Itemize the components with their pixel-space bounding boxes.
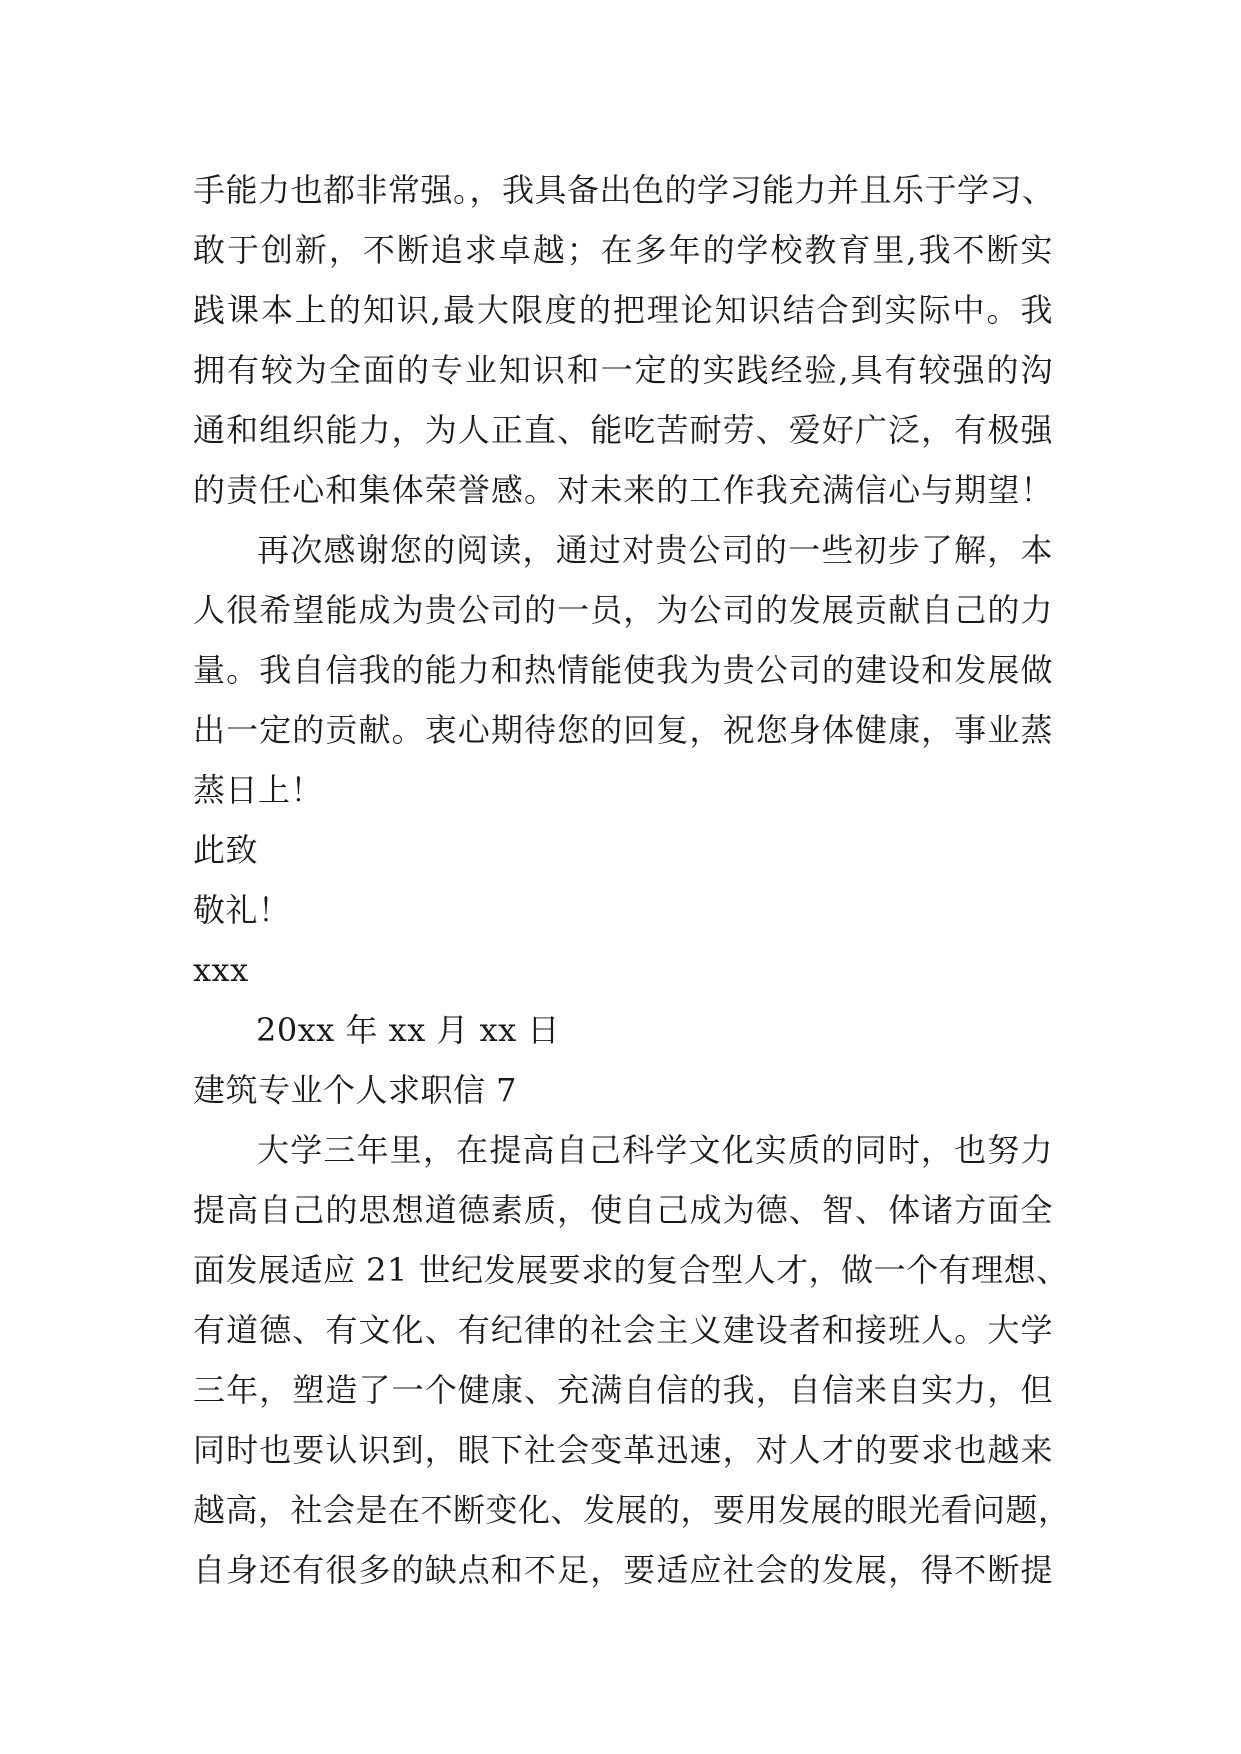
text-line: 蒸日上！ <box>193 771 324 809</box>
text-line: 出一定的贡献。衷心期待您的回复，祝您身体健康，事业蒸 <box>193 711 1053 749</box>
text-line: 量。我自信我的能力和热情能使我为贵公司的建设和发展做 <box>193 651 1053 689</box>
text-line: 人很希望能成为贵公司的一员，为公司的发展贡献自己的力 <box>193 591 1053 629</box>
salutation-ci-zhi: 此致 <box>193 831 259 869</box>
paragraph-university <box>193 1120 1071 1600</box>
signature: xxx <box>193 951 249 989</box>
text-line: 践课本上的知识,最大限度的把理论知识结合到实际中。我 <box>193 291 1053 329</box>
letter-body <box>193 160 1071 1600</box>
paragraph-self-description <box>193 160 1053 520</box>
letter-date: 20xx 年 xx 月 xx 日 <box>256 1011 560 1049</box>
closing-block <box>193 820 1053 1060</box>
paragraph-thanks <box>193 520 1053 820</box>
text-line: 手能力也都非常强。，我具备出色的学习能力并且乐于学习、 <box>193 171 1055 209</box>
section-title: 建筑专业个人求职信 7 <box>193 1071 518 1109</box>
text-line: 敢于创新，不断追求卓越；在多年的学校教育里,我不断实 <box>193 231 1053 269</box>
text-line: 的责任心和集体荣誉感。对未来的工作我充满信心与期望！ <box>193 471 1053 509</box>
text-line: 面发展适应 21 世纪发展要求的复合型人才，做一个有理想、 <box>193 1251 1069 1289</box>
text-line: 同时也要认识到，眼下社会变革迅速，对人才的要求也越来 <box>193 1431 1053 1469</box>
text-line: 三年，塑造了一个健康、充满自信的我，自信来自实力，但 <box>193 1371 1053 1409</box>
text-line: 自身还有很多的缺点和不足，要适应社会的发展，得不断提 <box>193 1551 1053 1589</box>
text-line: 有道德、有文化、有纪律的社会主义建设者和接班人。大学 <box>193 1311 1053 1349</box>
text-line: 越高，社会是在不断变化、发展的，要用发展的眼光看问题， <box>193 1491 1071 1529</box>
salutation-jing-li: 敬礼！ <box>193 891 291 929</box>
text-line: 通和组织能力，为人正直、能吃苦耐劳、爱好广泛，有极强 <box>193 411 1053 449</box>
text-line: 大学三年里，在提高自己科学文化实质的同时，也努力 <box>257 1131 1053 1169</box>
text-line: 再次感谢您的阅读，通过对贵公司的一些初步了解，本 <box>257 531 1053 569</box>
text-line: 拥有较为全面的专业知识和一定的实践经验,具有较强的沟 <box>193 351 1053 389</box>
text-line: 提高自己的思想道德素质，使自己成为德、智、体诸方面全 <box>193 1191 1053 1229</box>
